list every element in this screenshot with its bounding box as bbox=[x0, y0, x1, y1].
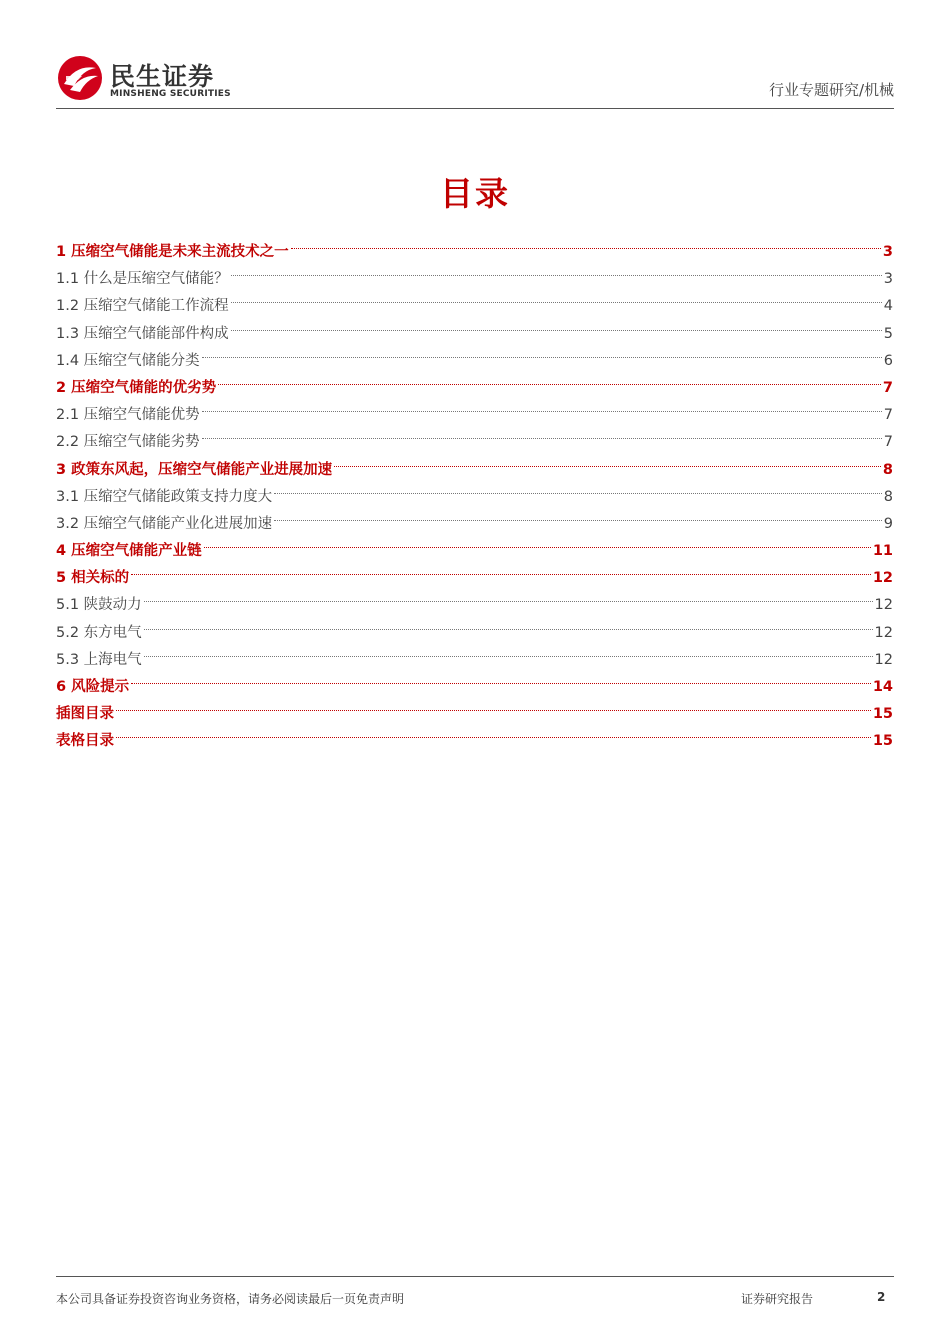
toc-dot-leader bbox=[218, 365, 881, 392]
toc-entry-page: 12 bbox=[874, 624, 893, 641]
footer-divider bbox=[56, 1276, 894, 1277]
toc-entry-title: 3.1 压缩空气储能政策支持力度大 bbox=[56, 488, 273, 505]
toc-entry[interactable] bbox=[56, 664, 893, 695]
toc-entry-title: 2 压缩空气储能的优劣势 bbox=[56, 379, 217, 396]
toc-title: 目录 bbox=[440, 174, 510, 213]
toc-entry[interactable] bbox=[56, 582, 893, 614]
toc-entry-title: 5 相关标的 bbox=[56, 570, 130, 587]
toc-dot-leader bbox=[334, 447, 881, 474]
toc-entry-title: 2.2 压缩空气储能劣势 bbox=[56, 434, 200, 451]
toc-entry-title: 1.3 压缩空气储能部件构成 bbox=[56, 325, 229, 342]
page-header bbox=[56, 52, 894, 110]
toc-entry-title: 3 政策东风起，压缩空气储能产业进展加速 bbox=[56, 461, 333, 478]
toc-dot-leader bbox=[144, 610, 873, 637]
logo-chinese-name: 民生证券 bbox=[110, 62, 215, 91]
toc-entry-page: 15 bbox=[872, 706, 893, 723]
toc-entry-page: 12 bbox=[874, 597, 893, 614]
toc-entry-page: 8 bbox=[882, 461, 893, 478]
toc-entry[interactable] bbox=[56, 718, 893, 750]
company-logo bbox=[56, 54, 236, 104]
toc-dot-leader bbox=[274, 474, 882, 501]
page-number: 2 bbox=[877, 1290, 886, 1304]
toc-entry-title: 插图目录 bbox=[56, 706, 114, 723]
toc-dot-leader bbox=[202, 338, 882, 365]
toc-entry-title: 5.2 东方电气 bbox=[56, 624, 142, 641]
toc-entry-page: 7 bbox=[882, 379, 893, 396]
toc-dot-leader bbox=[202, 419, 882, 446]
toc-dot-leader bbox=[144, 582, 873, 609]
toc-entry-page: 4 bbox=[883, 298, 893, 315]
toc-entry-page: 3 bbox=[882, 244, 893, 260]
toc-dot-leader bbox=[231, 283, 882, 310]
toc-entry-title: 5.3 上海电气 bbox=[56, 651, 142, 668]
toc-entry-title: 2.1 压缩空气储能优势 bbox=[56, 407, 200, 424]
toc-entry-title: 表格目录 bbox=[56, 733, 114, 750]
toc-entry[interactable] bbox=[56, 555, 893, 587]
logo-english-name: MINSHENG SECURITIES bbox=[110, 89, 231, 99]
table-of-contents bbox=[56, 229, 893, 750]
toc-entry-page: 6 bbox=[883, 352, 893, 369]
toc-dot-leader bbox=[274, 501, 882, 528]
toc-entry-page: 12 bbox=[874, 651, 893, 668]
toc-entry-page: 15 bbox=[872, 733, 893, 750]
toc-dot-leader bbox=[231, 311, 882, 338]
toc-entry-title: 6 风险提示 bbox=[56, 679, 130, 695]
report-category: 行业专题研究/机械 bbox=[768, 81, 894, 99]
toc-entry-page: 11 bbox=[872, 543, 893, 560]
toc-entry-title: 5.1 陕鼓动力 bbox=[56, 597, 142, 614]
toc-dot-leader bbox=[202, 392, 882, 419]
toc-entry-title: 3.2 压缩空气储能产业化进展加速 bbox=[56, 515, 273, 532]
toc-dot-leader bbox=[144, 637, 873, 664]
toc-entry[interactable] bbox=[56, 691, 893, 723]
toc-entry[interactable] bbox=[56, 637, 893, 668]
toc-dot-leader bbox=[131, 664, 871, 691]
toc-entry[interactable] bbox=[56, 229, 893, 260]
toc-entry-page: 7 bbox=[883, 434, 893, 451]
toc-dot-leader bbox=[116, 718, 871, 745]
toc-dot-leader bbox=[231, 256, 882, 283]
header-divider bbox=[56, 108, 894, 109]
footer-report-type: 证券研究报告 bbox=[741, 1292, 814, 1306]
toc-entry-title: 1.2 压缩空气储能工作流程 bbox=[56, 298, 229, 315]
toc-dot-leader bbox=[204, 528, 871, 555]
toc-entry-title: 1 压缩空气储能是未来主流技术之一 bbox=[56, 244, 289, 260]
minsheng-logo-icon bbox=[56, 54, 104, 102]
footer-disclaimer: 本公司具备证券投资咨询业务资格，请务必阅读最后一页免责声明 bbox=[56, 1292, 405, 1306]
toc-entry-page: 8 bbox=[883, 488, 893, 505]
toc-entry-page: 12 bbox=[872, 570, 893, 587]
toc-dot-leader bbox=[131, 555, 871, 582]
toc-entry-page: 14 bbox=[872, 679, 893, 695]
toc-dot-leader bbox=[291, 229, 881, 256]
toc-entry-page: 3 bbox=[883, 271, 893, 288]
toc-entry-page: 7 bbox=[883, 407, 893, 424]
toc-entry-title: 1.1 什么是压缩空气储能？ bbox=[56, 271, 229, 288]
toc-entry-title: 4 压缩空气储能产业链 bbox=[56, 543, 202, 560]
toc-dot-leader bbox=[116, 691, 871, 718]
toc-entry-page: 9 bbox=[883, 515, 893, 532]
toc-entry[interactable] bbox=[56, 610, 893, 641]
toc-entry-page: 5 bbox=[883, 325, 893, 342]
toc-entry-title: 1.4 压缩空气储能分类 bbox=[56, 352, 200, 369]
